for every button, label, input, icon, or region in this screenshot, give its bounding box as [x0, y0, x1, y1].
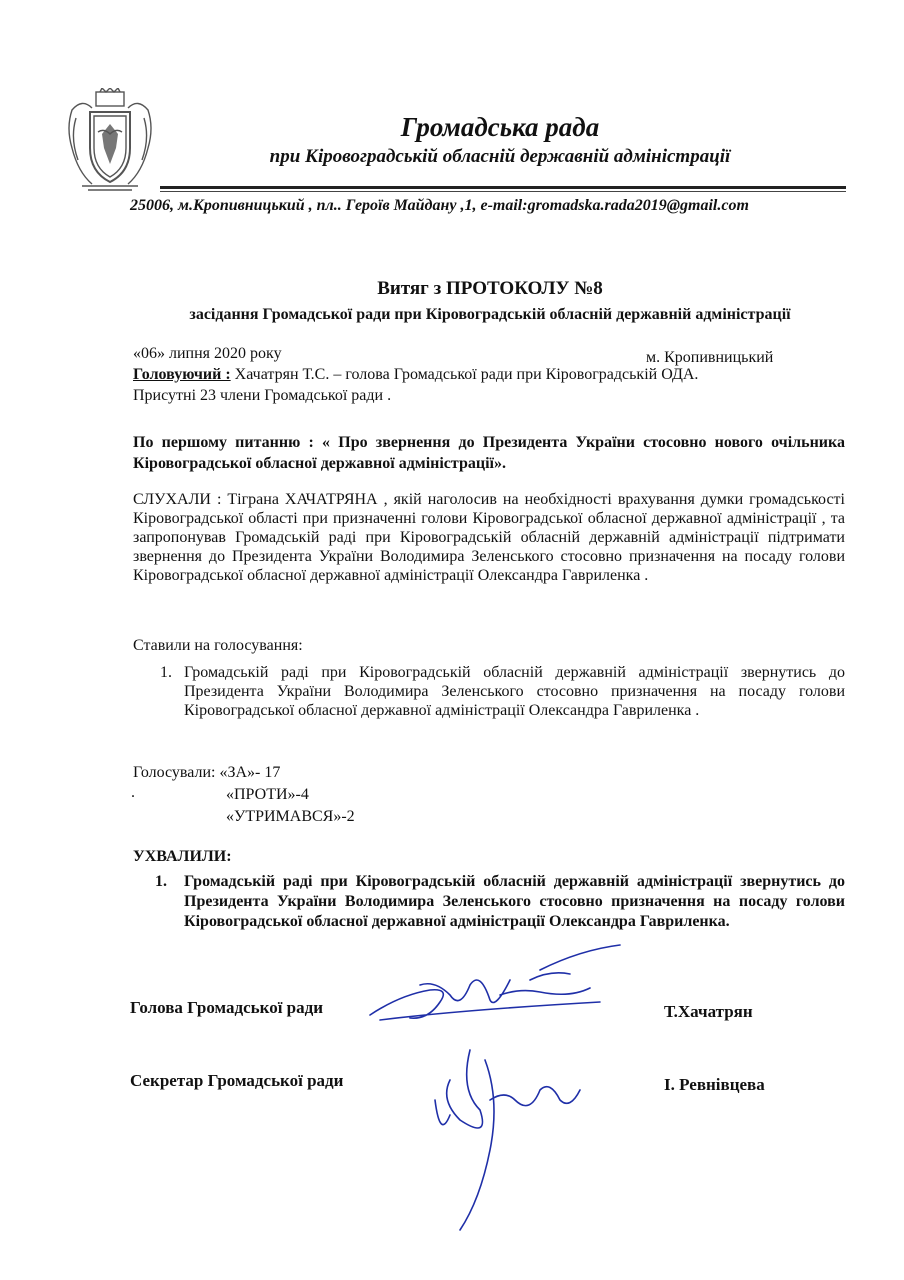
chair-signature-role: Голова Громадської ради	[130, 998, 324, 1017]
voting-put-label: Ставили на голосування:	[133, 637, 303, 654]
document-city: м. Кропивницький	[646, 349, 774, 366]
votes-against: «ПРОТИ»-4	[226, 786, 309, 803]
chair-signature-name: Т.Хачатрян	[664, 1002, 753, 1021]
org-address: 25006, м.Кропивницький , пл.. Героїв Майдану ,1, e-mail:gromadska.rada2019@gmail.com	[130, 197, 749, 214]
secretary-signature-stroke	[435, 1050, 580, 1230]
resolution-item	[155, 872, 845, 932]
chair-text: Хачатрян Т.С. – голова Громадської ради при Кіровоградській ОДА.	[230, 366, 699, 383]
document-subtitle: засідання Громадської ради при Кіровоградській обласній державній адміністрації	[189, 306, 791, 323]
resolution-item-number: 1.	[155, 873, 167, 890]
org-title: Громадська рада	[400, 112, 600, 142]
org-subtitle: при Кіровоградській обласній державній адміністрації	[269, 146, 731, 167]
votes-abstain: «УТРИМАВСЯ»-2	[226, 808, 355, 825]
document-title: Витяг з ПРОТОКОЛУ №8	[377, 278, 603, 299]
heard-paragraph: СЛУХАЛИ : Тіграна ХАЧАТРЯНА , якій наголосив на необхідності врахування думки громадськості Кіровоградської області при призначенні голови Кіровоградської обласної державної адміністрації , та запропонував Громадській раді при Кіровоградській обласній державній адміністрації підтримати звернення до Президента України Володимира Зеленського стосовно призначення на посаду голови Кіровоградської обласної державної адміністрації Олександра Гавриленка .	[133, 491, 845, 584]
chair-label: Головуючий :	[133, 366, 231, 383]
vote-item	[160, 663, 845, 720]
chair-signature-stroke	[370, 945, 620, 1020]
votes-dot: .	[131, 784, 135, 801]
coat-of-arms-icon	[62, 88, 158, 196]
secretary-signature-name: І. Ревнівцева	[664, 1075, 765, 1094]
chair-line	[133, 366, 698, 384]
votes-for: Голосували: «ЗА»- 17	[133, 764, 281, 781]
header-rule-thin	[160, 191, 846, 192]
vote-item-number: 1.	[160, 664, 172, 681]
vote-item-text: Громадській раді при Кіровоградській обласній державній адміністрації звернутись до Президента України Володимира Зеленського стосовно призначення на посаду голови Кіровоградської обласної державної адміністрації Олександра Гавриленка .	[184, 664, 845, 719]
header-rule-thick	[160, 186, 846, 189]
question-title: По першому питанню : « Про звернення до Президента України стосовно нового очільника Кіровоградської обласної державної адміністрації».	[133, 434, 845, 472]
resolution-label: УХВАЛИЛИ:	[133, 848, 232, 865]
document-date: «06» липня 2020 року	[133, 345, 282, 362]
present-line: Присутні 23 члени Громадської ради .	[133, 387, 392, 404]
resolution-item-text: Громадській раді при Кіровоградській обласній державній адміністрації звернутись до Президента України Володимира Зеленського стосовно призначення на посаду голови Кіровоградської обласної державної адміністрації Олександра Гавриленка.	[184, 873, 845, 930]
secretary-signature-role: Секретар Громадської ради	[130, 1071, 344, 1090]
handwritten-signatures	[340, 940, 660, 1240]
